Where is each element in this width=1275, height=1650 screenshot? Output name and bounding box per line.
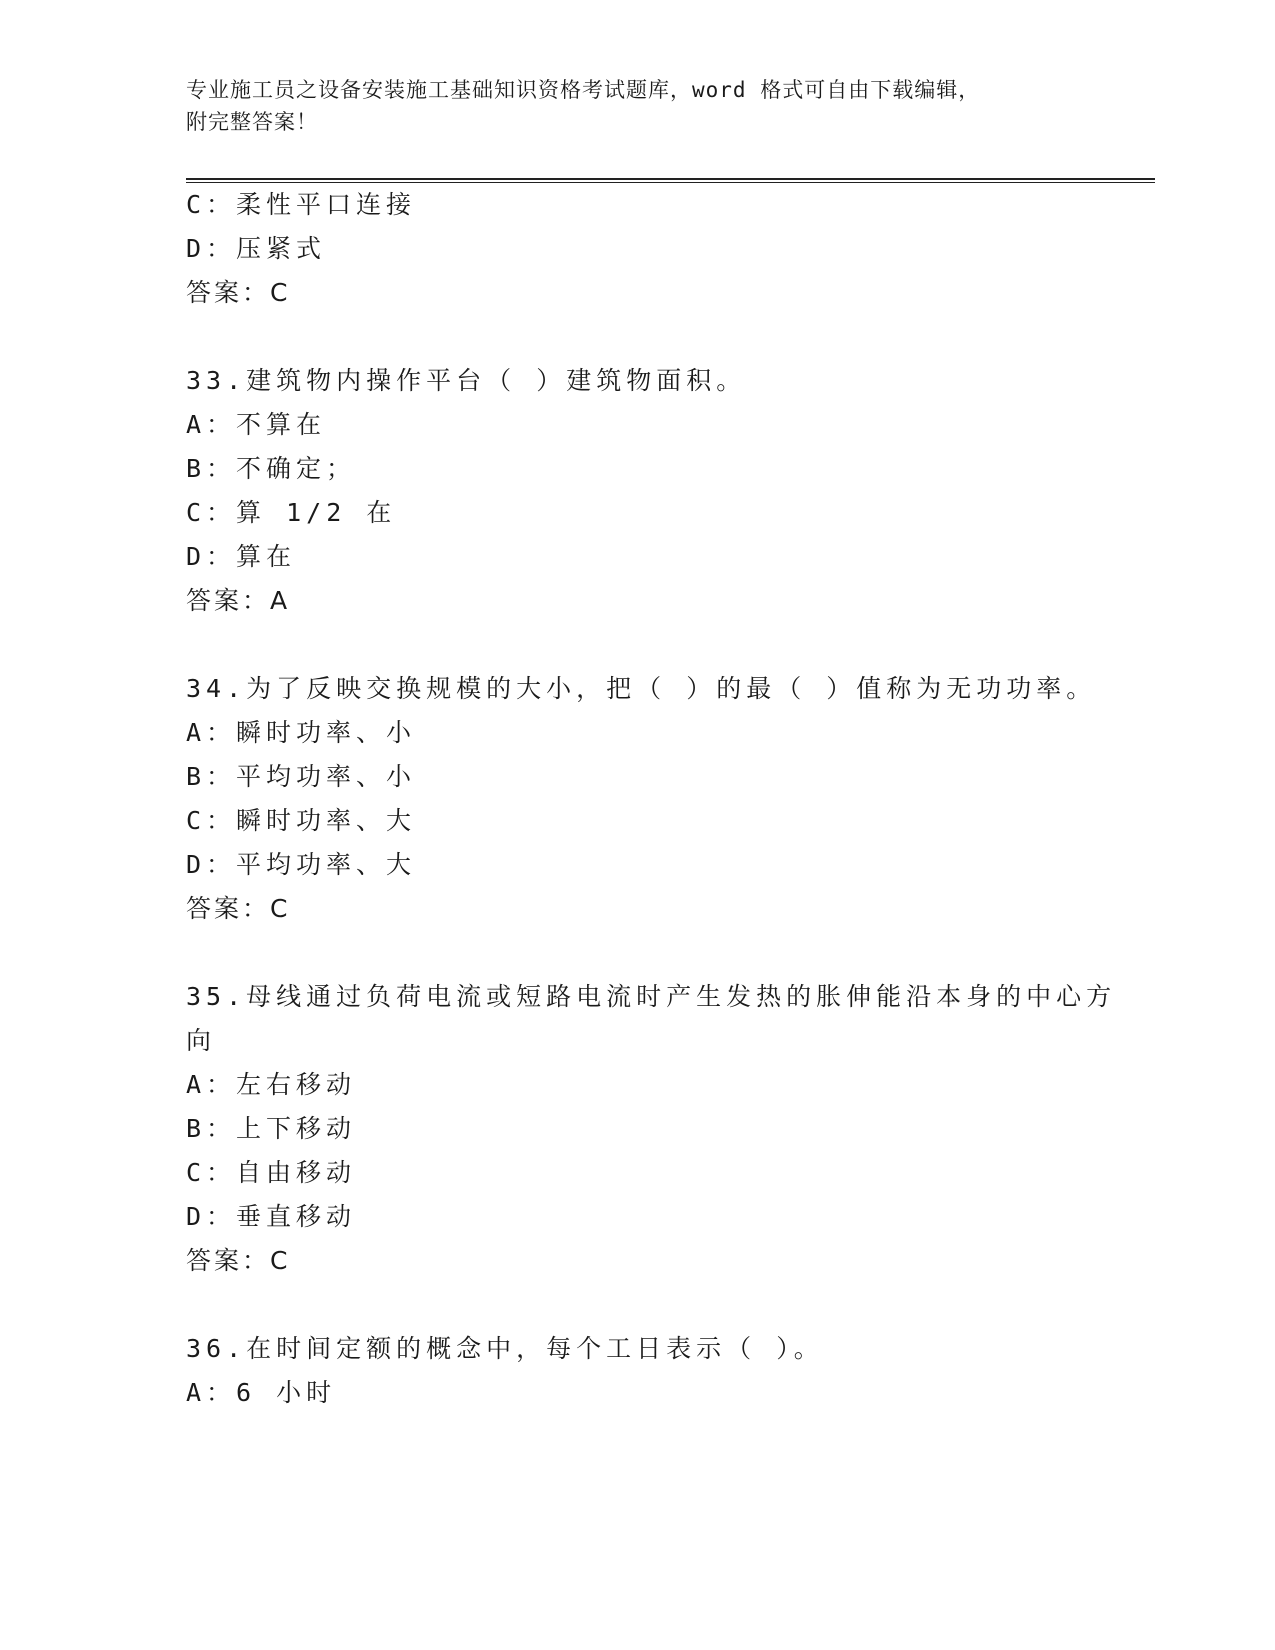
- header-title-line2: 附完整答案！: [186, 110, 318, 134]
- q35-answer: 答案：C: [186, 1246, 291, 1275]
- q32-option-d: D：压紧式: [186, 234, 327, 263]
- document-header: [186, 74, 1066, 138]
- q33-option-d: D：算在: [186, 542, 297, 571]
- q34-option-c: C：瞬时功率、大: [186, 806, 417, 835]
- q34-question: 34.为了反映交换规模的大小，把（ ）的最（ ）值称为无功功率。: [186, 674, 1097, 703]
- q34-answer: 答案：C: [186, 894, 291, 923]
- q35-question-line2: 向: [186, 1026, 217, 1055]
- header-title-line1: 专业施工员之设备安装施工基础知识资格考试题库，word 格式可自由下载编辑，: [186, 78, 981, 102]
- q32-answer: 答案：C: [186, 278, 291, 307]
- q36-option-a: A：6 小时: [186, 1378, 337, 1407]
- q35-question-line1: 35.母线通过负荷电流或短路电流时产生发热的胀伸能沿本身的中心方: [186, 982, 1117, 1011]
- q34-option-a: A：瞬时功率、小: [186, 718, 417, 747]
- q33-option-a: A：不算在: [186, 410, 327, 439]
- q33-option-c: C：算 1/2 在: [186, 498, 397, 527]
- q35-option-a: A：左右移动: [186, 1070, 357, 1099]
- q35-option-d: D：垂直移动: [186, 1202, 357, 1231]
- q36-question: 36.在时间定额的概念中，每个工日表示（ ）。: [186, 1334, 824, 1363]
- header-divider: [186, 178, 1155, 183]
- q33-question: 33.建筑物内操作平台（ ）建筑物面积。: [186, 366, 747, 395]
- q33-option-b: B：不确定；: [186, 454, 357, 483]
- q32-option-c: C：柔性平口连接: [186, 190, 417, 219]
- q33-answer: 答案：A: [186, 586, 291, 615]
- q35-option-c: C：自由移动: [186, 1158, 357, 1187]
- q34-option-b: B：平均功率、小: [186, 762, 417, 791]
- q35-option-b: B：上下移动: [186, 1114, 357, 1143]
- q34-option-d: D：平均功率、大: [186, 850, 417, 879]
